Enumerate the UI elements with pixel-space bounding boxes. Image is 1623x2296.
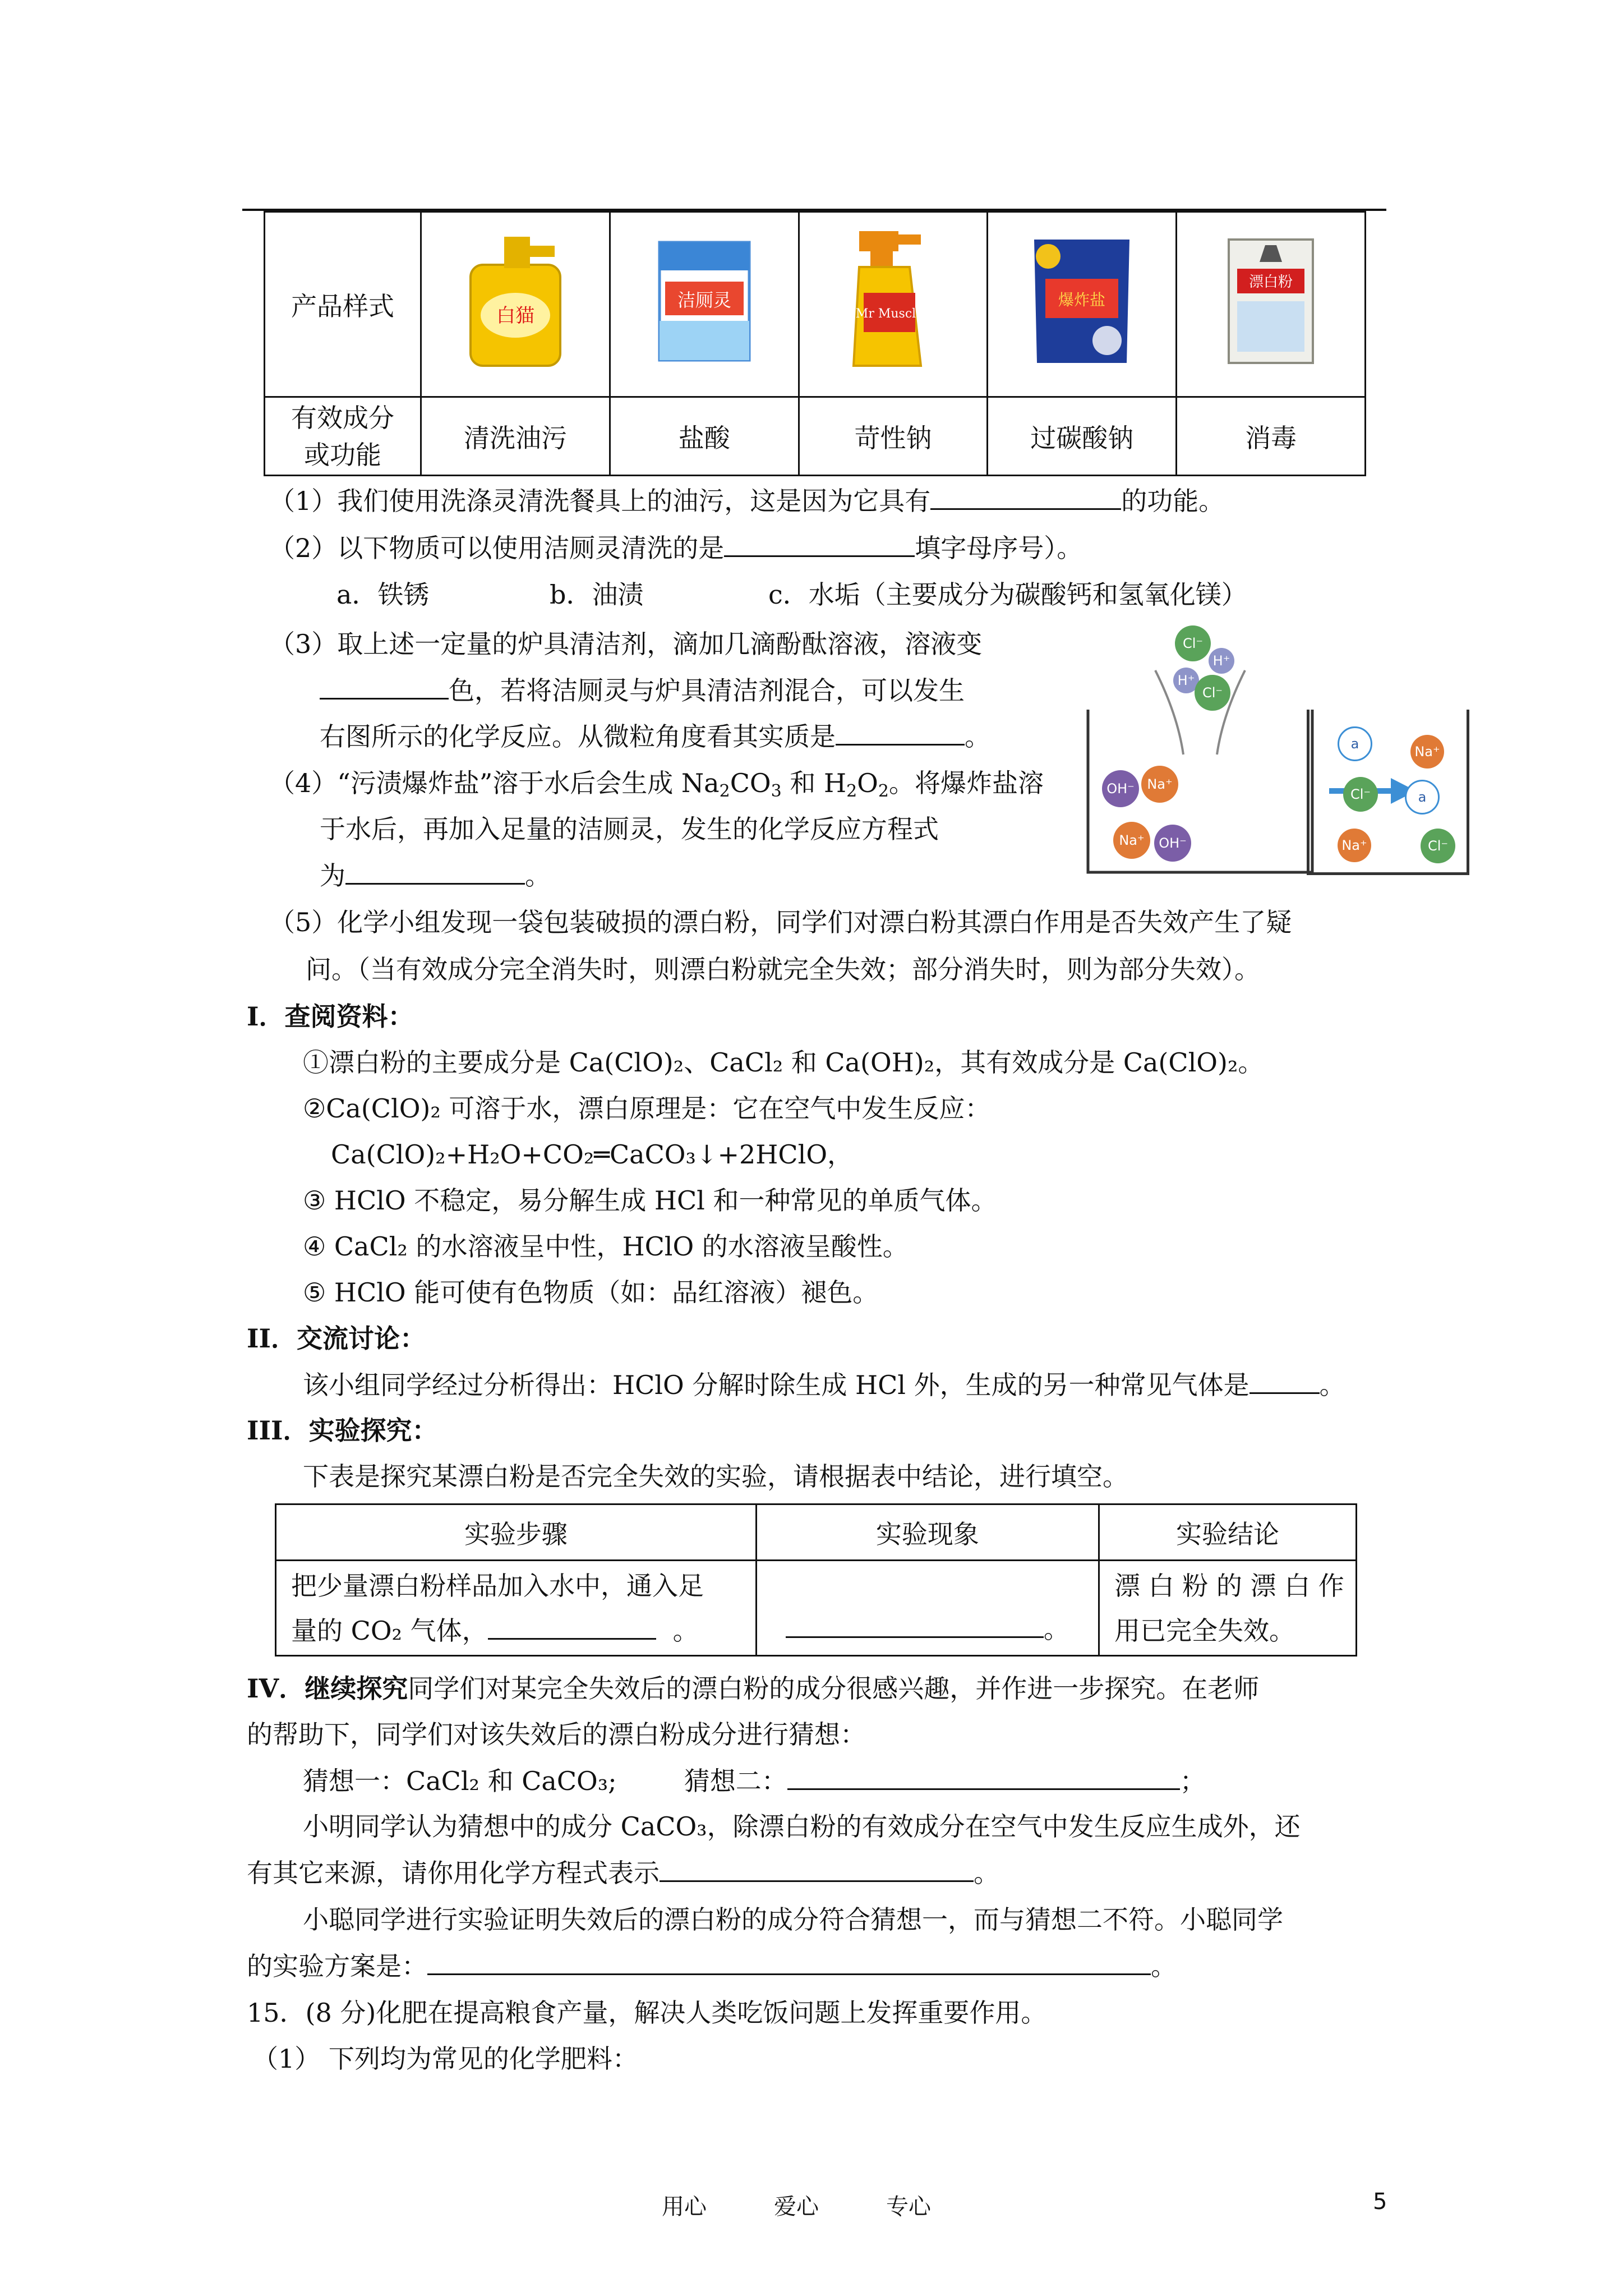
q3-line1: （3）取上述一定量的炉具清洁剂，滴加几滴酚酞溶液，溶液变	[269, 629, 983, 659]
q2-option-b: b．油渍	[550, 579, 644, 610]
question-2	[269, 531, 1082, 565]
sec3-intro: 下表是探究某漂白粉是否完全失效的实验，请根据表中结论，进行填空。	[303, 1461, 1128, 1492]
question-15: 15．(8 分)化肥在提高粮食产量，解决人类吃饭问题上发挥重要作用。	[247, 1998, 1047, 2028]
xiaocong-line2-text: 的实验方案是：	[247, 1951, 427, 1981]
product-table	[264, 211, 1366, 476]
q2-option-a: a．铁锈	[336, 579, 430, 610]
q3-line3	[320, 719, 990, 753]
ion-ball: a	[1405, 780, 1440, 815]
q3-line2	[320, 673, 965, 707]
sec2-text	[303, 1368, 1345, 1402]
q4-text-a: （4）“污渍爆炸盐”溶于水后会生成 Na	[269, 768, 720, 798]
sec4-line2: 的帮助下，同学们对该失效后的漂白粉成分进行猜想：	[247, 1719, 866, 1750]
xiaoming-line1: 小明同学认为猜想中的成分 CaCO₃，除漂白粉的有效成分在空气中发生反应生成外，还	[303, 1811, 1301, 1842]
guess-2-label: 猜想二：	[684, 1766, 787, 1796]
ion-ball: a	[1338, 726, 1372, 761]
ion-ball: H⁺	[1209, 648, 1234, 674]
sec1-item-3: ③ HClO 不稳定，易分解生成 HCl 和一种常见的单质气体。	[303, 1185, 997, 1216]
sec4-line1-text: 同学们对某完全失效后的漂白粉的成分很感兴趣，并作进一步探究。在老师	[408, 1673, 1260, 1704]
xiaocong-line1: 小聪同学进行实验证明失效后的漂白粉的成分符合猜想一，而与猜想二不符。小聪同学	[303, 1904, 1283, 1935]
dish-soap-bottle-icon	[459, 231, 571, 371]
function-cell: 苛性钠	[799, 397, 988, 476]
sec4-line1	[247, 1672, 1259, 1705]
stain-salt-bag-icon	[1023, 228, 1141, 374]
step-blank[interactable]	[488, 1613, 656, 1640]
q1-text-after: 的功能。	[1121, 486, 1225, 516]
svg-text:爆炸盐: 爆炸盐	[1058, 291, 1106, 309]
function-cell: 清洗油污	[421, 397, 610, 476]
step-line-1: 把少量漂白粉样品加入水中，通入足	[291, 1570, 704, 1601]
step-cell	[276, 1561, 757, 1656]
q1-answer-blank[interactable]	[930, 484, 1121, 510]
product-beaker	[1307, 710, 1469, 875]
conclusion-text: 漂 白 粉 的 漂 白 作 用已完全失效。	[1114, 1570, 1344, 1646]
ion-ball: OH⁻	[1154, 825, 1191, 862]
q4-text-e: 。将爆炸盐溶	[888, 768, 1044, 798]
q5-line1: （5）化学小组发现一袋包装破损的漂白粉，同学们对漂白粉其漂白作用是否失效产生了疑	[269, 907, 1292, 937]
ion-ball: H⁺	[1173, 668, 1199, 693]
guess-2-after: ；	[1179, 1766, 1206, 1796]
product-image-bleach-powder	[1177, 212, 1366, 397]
sec1-item-4: ④ CaCl₂ 的水溶液呈中性，HClO 的水溶液呈酸性。	[303, 1231, 909, 1262]
q2-answer-blank[interactable]	[724, 531, 915, 557]
q2-text-after: 填字母序号）。	[915, 533, 1083, 563]
footer-word-3: 专心	[886, 2194, 931, 2220]
footer-word-2: 爱心	[774, 2194, 819, 2220]
xiaoming-line2	[247, 1856, 999, 1890]
section-4-title: IV．继续探究	[247, 1673, 408, 1704]
xiaocong-line2-after: 。	[1151, 1951, 1177, 1981]
q4-line1: （4）“污渍爆炸盐”溶于水后会生成 $Na_2CO_3$ 和 $H_2O_2$。将爆炸盐溶	[269, 768, 1044, 801]
product-image-toilet-cleaner	[610, 212, 799, 397]
experiment-table	[275, 1503, 1357, 1657]
sec2-gas-blank[interactable]	[1249, 1368, 1320, 1394]
ion-ball: Cl⁻	[1343, 777, 1378, 812]
q3-color-blank[interactable]	[320, 673, 449, 700]
xiaocong-line2	[247, 1949, 1177, 1983]
q3-essence-blank[interactable]	[836, 719, 965, 746]
footer-word-1: 用心	[662, 2194, 707, 2220]
header-conclusion: 实验结论	[1099, 1504, 1356, 1561]
product-image-oven-cleaner	[799, 212, 988, 397]
q2-option-c: c．水垢（主要成分为碳酸钙和氢氧化镁）	[768, 579, 1247, 610]
xiaoming-equation-blank[interactable]	[660, 1856, 974, 1882]
sec1-item-1: ①漂白粉的主要成分是 Ca(ClO)₂、CaCl₂ 和 Ca(OH)₂，其有效成分是 Ca(ClO)₂。	[303, 1047, 1264, 1078]
ion-ball: Na⁺	[1338, 829, 1371, 862]
function-cell: 过碳酸钠	[988, 397, 1177, 476]
ion-ball: Cl⁻	[1421, 829, 1455, 863]
q4-text-c: 和 H	[781, 768, 847, 798]
xiaocong-plan-blank[interactable]	[427, 1949, 1151, 1975]
q1-text: （1）我们使用洗涤灵清洗餐具上的油污，这是因为它具有	[269, 486, 931, 516]
function-cell: 盐酸	[610, 397, 799, 476]
sec4-guesses	[303, 1764, 1206, 1798]
q3-line3-text: 右图所示的化学反应。从微粒角度看其实质是	[320, 721, 836, 752]
product-image-stain-salt	[988, 212, 1177, 397]
phenomenon-cell	[756, 1561, 1099, 1656]
step-line-2-text: 量的 CO₂ 气体，	[291, 1615, 488, 1646]
q4-line3	[320, 858, 551, 892]
svg-text:漂白粉: 漂白粉	[1249, 274, 1293, 291]
toilet-cleaner-box-icon	[648, 231, 760, 371]
q2-text: （2）以下物质可以使用洁厕灵清洗的是	[269, 533, 725, 563]
page-number: 5	[1373, 2189, 1387, 2215]
q3-line3-after: 。	[965, 721, 990, 752]
q4-line3-text: 为	[320, 861, 345, 891]
phenomenon-blank[interactable]	[786, 1612, 1044, 1638]
phenomenon-after: 。	[1043, 1614, 1069, 1644]
ion-ball: Na⁺	[1410, 735, 1444, 769]
function-cell: 消毒	[1177, 397, 1366, 476]
product-image-dish-soap	[421, 212, 610, 397]
sec1-item-5: ⑤ HClO 能可使有色物质（如：品红溶液）褪色。	[303, 1277, 879, 1308]
spray-bottle-icon	[837, 226, 949, 377]
bleach-bag-icon	[1215, 228, 1327, 374]
q4-text-b: CO	[730, 768, 771, 798]
xiaoming-line2-text: 有其它来源，请你用化学方程式表示	[247, 1858, 660, 1888]
q4-line2: 于水后，再加入足量的洁厕灵，发生的化学反应方程式	[320, 814, 939, 844]
svg-text:白猫: 白猫	[496, 305, 534, 327]
svg-text:Mr Muscle: Mr Muscle	[856, 307, 924, 321]
question-1	[269, 484, 1224, 518]
sec2-after: 。	[1319, 1370, 1345, 1400]
section-3-title: III．实验探究：	[247, 1415, 438, 1446]
ion-ball: OH⁻	[1102, 770, 1139, 807]
q4-equation-blank[interactable]	[345, 858, 525, 885]
header-phenomenon: 实验现象	[756, 1504, 1099, 1561]
sec2-question: 该小组同学经过分析得出：HClO 分解时除生成 HCl 外，生成的另一种常见气体是	[303, 1370, 1249, 1400]
row-header-function-text: 有效成分 或功能	[291, 402, 395, 470]
ion-ball: Cl⁻	[1175, 625, 1211, 661]
ion-ball: Cl⁻	[1195, 675, 1230, 711]
q4-line3-after: 。	[525, 861, 551, 891]
ion-ball: Na⁺	[1113, 822, 1150, 859]
conclusion-cell	[1099, 1561, 1356, 1656]
section-2-title: II．交流讨论：	[247, 1323, 426, 1354]
sec1-equation: Ca(ClO)₂+H₂O+CO₂═CaCO₃↓+2HClO，	[331, 1139, 854, 1170]
q4-text-d: O	[857, 768, 878, 798]
ion-ball: Na⁺	[1141, 766, 1178, 803]
row-header-style: 产品样式	[265, 212, 421, 397]
step-line-2	[291, 1608, 755, 1653]
xiaoming-line2-after: 。	[974, 1858, 999, 1888]
q3-line2-text: 色，若将洁厕灵与炉具清洁剂混合，可以发生	[449, 675, 965, 706]
q5-line2: 问。（当有效成分完全消失时，则漂白粉就完全失效；部分消失时，则为部分失效）。	[306, 954, 1260, 984]
step-line-2-after: 。	[672, 1615, 699, 1646]
guess-1: 猜想一：CaCl₂ 和 CaCO₃;	[303, 1766, 617, 1796]
svg-text:洁厕灵: 洁厕灵	[677, 289, 731, 311]
section-1-title: I．查阅资料：	[247, 1001, 414, 1032]
row-header-function	[265, 397, 421, 476]
header-step: 实验步骤	[276, 1504, 757, 1561]
guess-2-blank[interactable]	[787, 1764, 1180, 1790]
sec1-item-2: ②Ca(ClO)₂ 可溶于水，漂白原理是：它在空气中发生反应：	[303, 1093, 991, 1124]
question-15-sub: （1） 下列均为常见的化学肥料：	[252, 2044, 638, 2074]
